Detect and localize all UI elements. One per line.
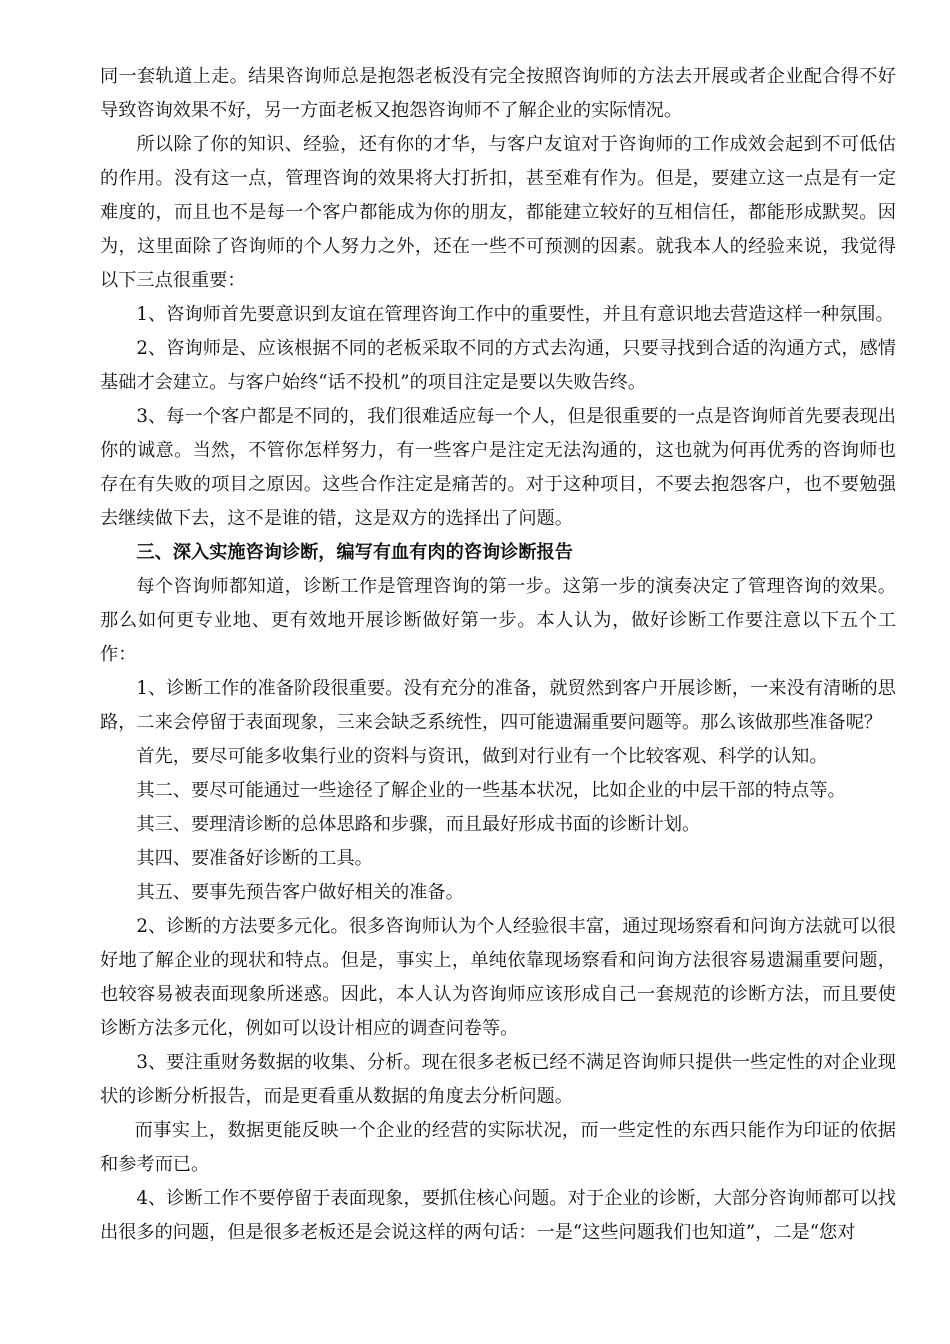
sub-item-third: 其三、要理清诊断的总体思路和步骤，而且最好形成书面的诊断计划。 bbox=[136, 814, 701, 835]
paragraph-client-friendship: 所以除了你的知识、经验，还有你的才华，与客户友谊对于咨询师的工作成效会起到不可低估的作用。没有这一点，管理咨询的效果将大打折扣，甚至难有作为。但是，要建立这一点是有一定难度的，而且也不是每一个客户都能成为你的朋友，都能建立较好的互相信任，都能形成默契。因为，这里面除了咨询师的个人努力之外，还在一些不可预测的因素。就我本人的经验来说，我觉得以下三点很重要： bbox=[100, 134, 896, 291]
sub-item-fourth: 其四、要准备好诊断的工具。 bbox=[136, 848, 373, 869]
sub-item-fifth: 其五、要事先预告客户做好相关的准备。 bbox=[136, 882, 464, 903]
sub-item-first: 首先，要尽可能多收集行业的资料与资讯，做到对行业有一个比较客观、科学的认知。 bbox=[136, 746, 828, 767]
paragraph-data-reflection: 而事实上，数据更能反映一个企业的经营的实际状况，而一些定性的东西只能作为印证的依据和参考而已。 bbox=[100, 1120, 896, 1175]
list-item-friendship-2: 2、咨询师是、应该根据不同的老板采取不同的方式去沟通，只要寻找到合适的沟通方式，感情基础才会建立。与客户始终“话不投机”的项目注定是要以失败告终。 bbox=[100, 338, 896, 393]
paragraph-diagnosis-intro: 每个咨询师都知道，诊断工作是管理咨询的第一步。这第一步的演奏决定了管理咨询的效果。那么如何更专业地、更有效地开展诊断做好第一步。本人认为，做好诊断工作要注意以下五个工作： bbox=[100, 576, 896, 665]
list-item-diagnosis-3: 3、要注重财务数据的收集、分析。现在很多老板已经不满足咨询师只提供一些定性的对企业现状的诊断分析报告，而是更看重从数据的角度去分析问题。 bbox=[100, 1052, 896, 1107]
list-item-friendship-3: 3、每一个客户都是不同的，我们很难适应每一个人，但是很重要的一点是咨询师首先要表现出你的诚意。当然，不管你怎样努力，有一些客户是注定无法沟通的，这也就为何再优秀的咨询师也存在有失败的项目之原因。这些合作注定是痛苦的。对于这种项目，不要去抱怨客户，也不要勉强去继续做下去，这不是谁的错，这是双方的选择出了问题。 bbox=[100, 406, 896, 529]
sub-item-second: 其二、要尽可能通过一些途径了解企业的一些基本状况，比如企业的中层干部的特点等。 bbox=[136, 780, 846, 801]
list-item-diagnosis-2: 2、诊断的方法要多元化。很多咨询师认为个人经验很丰富，通过现场察看和问询方法就可以很好地了解企业的现状和特点。但是，事实上，单纯依靠现场察看和问询方法很容易遗漏重要问题，也较容易被表面现象所迷惑。因此，本人认为咨询师应该形成自己一套规范的诊断方法，而且要使诊断方法多元化，例如可以设计相应的调查问卷等。 bbox=[100, 916, 896, 1039]
document-body bbox=[100, 60, 896, 1250]
list-item-friendship-1: 1、咨询师首先要意识到友谊在管理咨询工作中的重要性，并且有意识地去营造这样一种氛围。 bbox=[136, 304, 894, 325]
list-item-diagnosis-4: 4、诊断工作不要停留于表面现象，要抓住核心问题。对于企业的诊断，大部分咨询师都可以找出很多的问题，但是很多老板还是会说这样的两句话：一是“这些问题我们也知道”，二是“您对 bbox=[100, 1188, 896, 1243]
list-item-diagnosis-1: 1、诊断工作的准备阶段很重要。没有充分的准备，就贸然到客户开展诊断，一来没有清晰的思路，二来会停留于表面现象，三来会缺乏系统性，四可能遗漏重要问题等。那么该做那些准备呢？ bbox=[100, 678, 896, 733]
section-heading-3: 三、深入实施咨询诊断，编写有血有肉的咨询诊断报告 bbox=[136, 542, 573, 563]
paragraph-continuation: 同一套轨道上走。结果咨询师总是抱怨老板没有完全按照咨询师的方法去开展或者企业配合得不好导致咨询效果不好，另一方面老板又抱怨咨询师不了解企业的实际情况。 bbox=[100, 66, 896, 121]
